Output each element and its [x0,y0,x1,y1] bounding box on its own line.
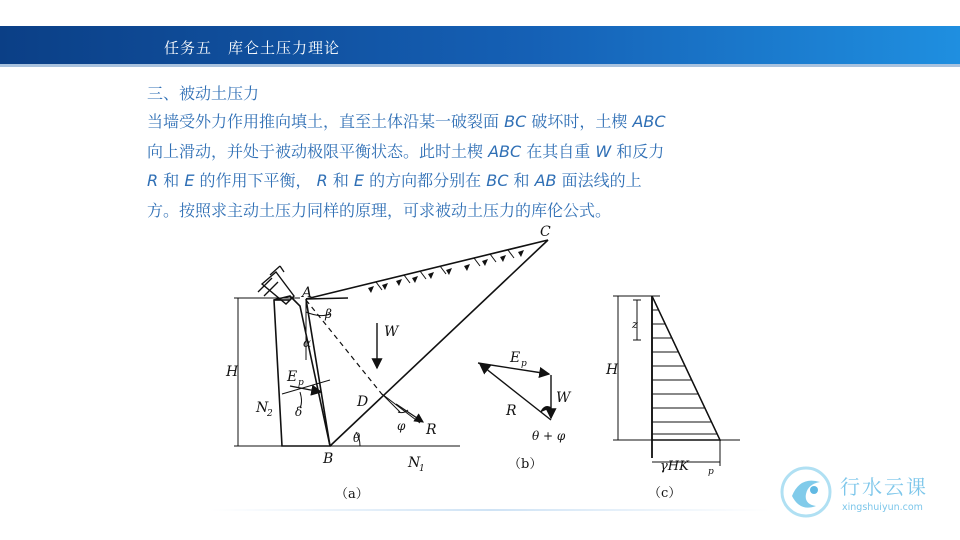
caption-c: （c） [648,486,682,501]
label-C: C [540,224,551,240]
paragraph-line-2: 向上滑动，并处于被动极限平衡状态。此时土楔 ABC 在其自重 W 和反力 [147,141,665,161]
page-title: 任务五 库仑土压力理论 [164,39,341,57]
b-label-Ep: E [510,350,521,366]
xingshuiyun-logo [778,462,958,522]
b-label-R: R [506,403,517,419]
figure-b [478,350,572,472]
label-W: W [384,324,399,340]
section-heading: 三、被动土压力 [147,84,260,103]
label-N1-sub: 1 [419,464,425,474]
label-B: B [323,451,334,467]
label-alpha: α [303,336,312,350]
c-label-H: H [606,362,619,378]
c-hatch-lines [652,310,717,434]
c-label-base-sub: p [708,467,714,477]
label-N2-sub: 2 [267,409,273,419]
b-label-W: W [556,390,571,406]
bottom-divider [210,509,770,511]
caption-b: （b） [508,457,543,472]
wall-back-AB [306,299,330,446]
label-beta: β [325,307,332,321]
soil-hatching [368,250,524,293]
label-phi: φ [397,419,406,433]
logo-swirl-icon [782,468,830,516]
c-pressure-triangle [652,296,720,440]
b-label-Ep-sub: p [521,359,527,369]
label-N1: N [408,455,421,471]
paragraph-line-3: R 和 E 的作用下平衡， R 和 E 的方向都分别在 BC 和 AB 面法线的上 [147,171,642,190]
label-theta: θ [353,431,361,445]
label-Ep: E [287,369,298,385]
label-D: D [357,394,369,410]
label-delta: δ [295,405,303,419]
label-A: A [302,285,313,301]
backfill-surface [306,240,548,299]
b-label-angle: θ + φ [532,429,566,443]
label-H-a: H [226,364,239,380]
figure-a [225,224,551,502]
caption-a: （a） [335,487,369,502]
logo-name: 行水云课 [840,475,928,499]
c-label-base: γHK [660,459,689,474]
retaining-wall [274,296,330,446]
paragraph-line-4: 方。按照求主动土压力同样的原理，可求被动土压力的库伦公式。 [147,200,612,220]
label-Ep-sub: p [298,378,304,388]
figure-c [605,296,740,501]
paragraph-line-1: 当墙受外力作用推向填土，直至土体沿某一破裂面 BC 破坏时，土楔 ABC [147,112,666,131]
soil-cross-marks [376,250,514,290]
logo-url: xingshuiyun.com [842,502,923,513]
c-label-z: z [632,318,638,331]
label-R: R [426,422,437,438]
label-N2: N [256,400,269,416]
